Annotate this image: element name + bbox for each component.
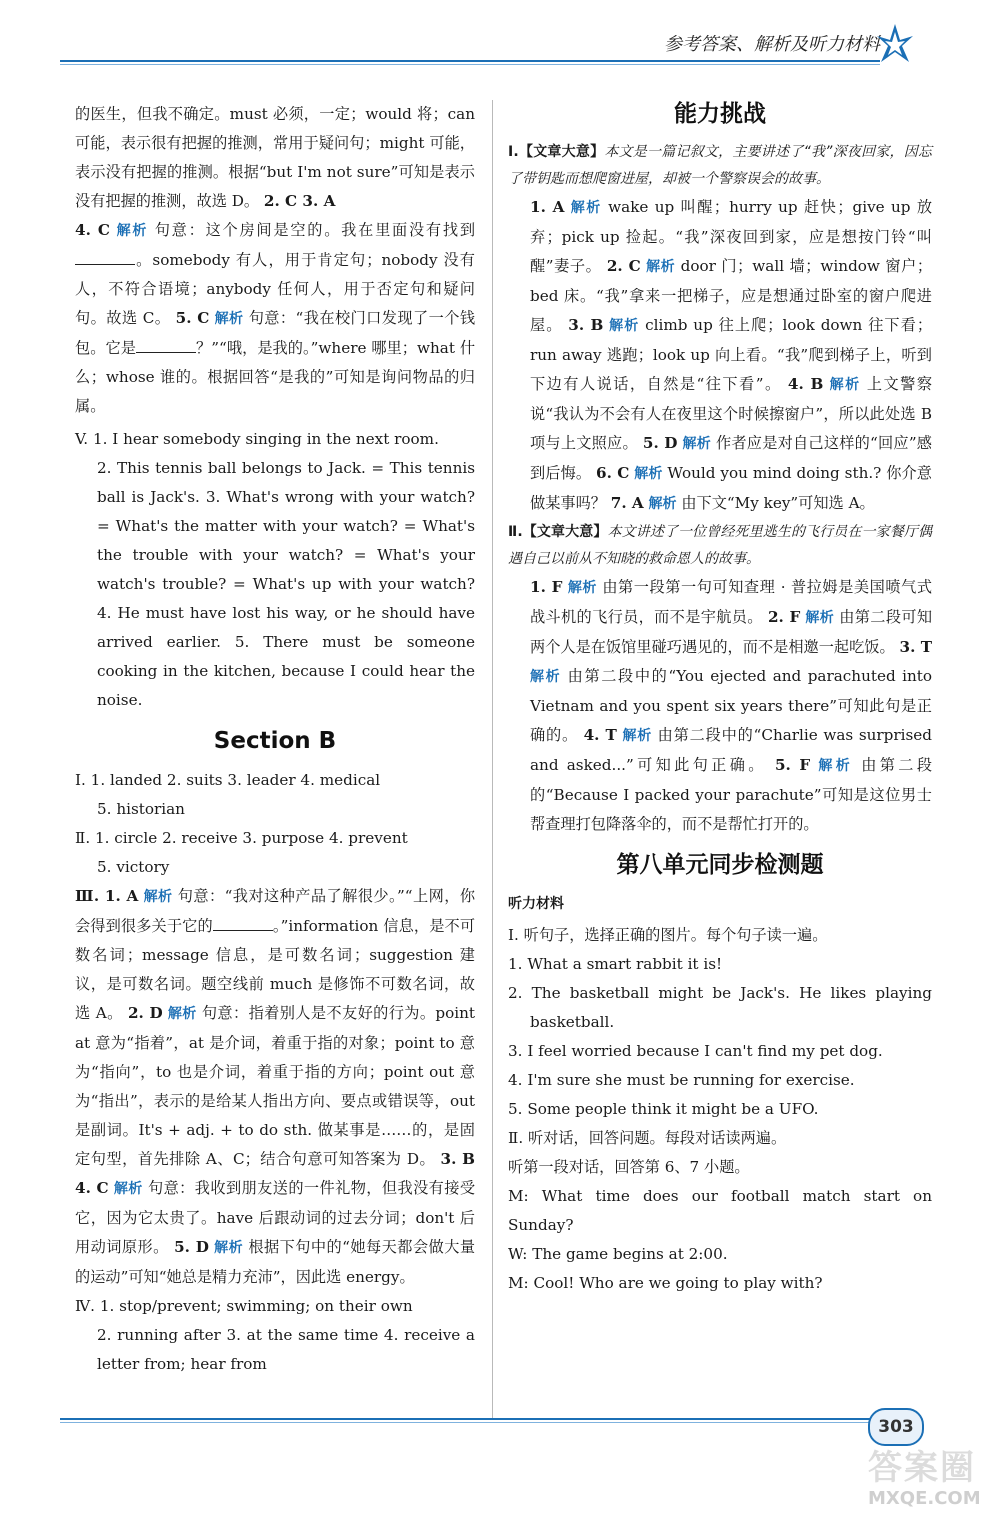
section-iii <box>75 882 475 1292</box>
text: 本文讲述了一位曾经死里逃生的飞行员在一家餐厅偶遇自己以前从不知晓的救命恩人的故事。 <box>508 524 932 567</box>
analysis-label: 解析 <box>214 1240 244 1256</box>
analysis-label: 解析 <box>214 311 244 327</box>
text: 作者应是对自己这样的“回应”感到后悔。 <box>530 434 932 482</box>
analysis-label: 解析 <box>143 889 173 905</box>
analysis-label: 解析 <box>622 728 653 744</box>
text: 句意：我收到朋友送的一件礼物，但我没有接受它，因为它太贵了。have 后跟动词的过去分词；don't 后用动词原形。 <box>75 1179 476 1256</box>
answer-paragraph <box>75 100 475 216</box>
analysis-label: 解析 <box>570 200 602 216</box>
passage-summary-2 <box>508 519 932 573</box>
answer: 5. F <box>774 756 811 774</box>
answer: 3. B <box>568 316 604 334</box>
right-column <box>508 100 932 1298</box>
answer: 4. T <box>583 726 617 744</box>
answer: 4. B <box>787 375 824 393</box>
section-v-1: V. 1. I hear somebody singing in the next room. <box>75 430 439 448</box>
text: 由下文“My key”可知选 A。 <box>681 494 875 512</box>
analysis-label: 解析 <box>113 1181 143 1197</box>
text: 句意：“我对这种产品了解很少。”“上网，你会得到很多关于它的 <box>75 887 476 935</box>
dialogue-line: M: Cool! Who are we going to play with? <box>508 1274 823 1292</box>
listening-title: 听力材料 <box>508 896 564 912</box>
passage-2-answers <box>508 573 932 839</box>
listening-sentence: 5. Some people think it might be a UFO. <box>508 1100 819 1118</box>
listening-sentence: 1. What a smart rabbit it is! <box>508 955 723 973</box>
text: wake up 叫醒；hurry up 赶快；give up 放弃；pick up 捡起。“我”深夜回到家，应是想按门铃“叫醒”妻子。 <box>530 198 933 275</box>
left-column <box>75 100 475 1379</box>
listening-part-ii: Ⅱ. 听对话，回答问题。每段对话读两遍。 <box>508 1129 787 1147</box>
text: 由第二段中的“You ejected and parachuted into Vietnam and you spent six years there”可知此句是正确的。 <box>530 667 932 744</box>
answer: 5. C <box>175 309 210 327</box>
blank-line <box>213 916 273 931</box>
section-i-line2: 5. historian <box>97 800 185 818</box>
unit-test-heading: 第八单元同步检测题 <box>616 852 824 878</box>
answers: 2. C 3. A <box>263 192 336 210</box>
answer: 5. D <box>174 1238 209 1256</box>
answer-paragraph <box>75 216 475 421</box>
text: 。”information 信息，是不可数名词；message 信息，是可数名词；suggestion 建议，是可数名词。题空线前 much 是修饰不可数名词，故选 A。 <box>75 917 476 1022</box>
answer: 4. C <box>75 221 110 239</box>
watermark-url: MXQE.COM <box>868 1488 981 1509</box>
text: 由第一段第一句可知查理 · 普拉姆是美国喷气式战斗机的飞行员，而不是宇航员。 <box>530 578 933 626</box>
book-logo-icon <box>875 22 915 66</box>
analysis-label: 解析 <box>530 669 562 685</box>
text: 根据下句中的“她每天都会做大量的运动”可知“她总是精力充沛”，因此选 energy。 <box>75 1238 476 1286</box>
analysis-label: 解析 <box>682 436 711 452</box>
section-b-heading: Section B <box>213 728 337 754</box>
text: 由第二段中的“Charlie was surprised and asked...”可知此句正确。 <box>530 726 933 774</box>
text: 句意：指着别人是不友好的行为。point at 意为“指着”，at 是介词，着重于指的对象；point to 意为“指向”，to 也是介词，着重于指的方向；point out 意为“指出”，表示的是给某人指出方向、要点或错误等，out 是副词。It's + adj. + to do sth. 做某事是……的，是固定句型，首先排除 A、C；结合句意可知答案为 D。 <box>75 1004 476 1168</box>
answer: Ⅲ. 1. A <box>75 887 139 905</box>
column-divider <box>492 100 493 1420</box>
text: Would you mind doing sth.? 你介意做某事吗？ <box>530 464 932 512</box>
analysis-label: 解析 <box>829 377 861 393</box>
dialogue-line: W: The game begins at 2:00. <box>508 1245 728 1263</box>
analysis-label: 解析 <box>648 496 677 512</box>
answer: 6. C <box>596 464 630 482</box>
answer: 5. D <box>642 434 678 452</box>
watermark-logo: 答案圈 <box>868 1448 976 1488</box>
text: ？”“哦，是我的。”where 哪里；what 什么；whose 谁的。根据回答“是我的”可知是询问物品的归属。 <box>75 339 476 415</box>
blank-line <box>75 250 135 265</box>
analysis-label: 解析 <box>167 1006 197 1022</box>
summary-label: Ⅰ.【文章大意】 <box>508 144 605 160</box>
answer: 2. F <box>767 608 801 626</box>
section-ii-line1: Ⅱ. 1. circle 2. receive 3. purpose 4. prevent <box>75 829 408 847</box>
analysis-label: 解析 <box>116 223 149 239</box>
header-title: 参考答案、解析及听力材料 <box>664 34 880 55</box>
text: 句意：“我在校门口发现了一个钱包。它是 <box>75 309 476 357</box>
section-i-line1: Ⅰ. 1. landed 2. suits 3. leader 4. medical <box>75 771 381 789</box>
page-number: 303 <box>868 1408 924 1446</box>
text: 的医生，但我不确定。must 必须，一定；would 将；can 可能，表示很有把握的推测，常用于疑问句；might 可能，表示没有把握的推测。根据“but I'm not sure”可知是表示没有把握的推测，故选 D。 <box>75 105 475 210</box>
header-rule <box>60 60 880 62</box>
passage-1-answers <box>508 193 932 519</box>
challenge-heading: 能力挑战 <box>674 101 766 127</box>
text: 。somebody 有人，用于肯定句；nobody 没有人，不符合语境；anybody 任何人，用于否定句和疑问句。故选 C。 <box>75 251 475 327</box>
text: 上文警察说“我认为不会有人在夜里这个时候擦窗户”，所以此处选 B 项与上文照应。 <box>530 375 933 452</box>
analysis-label: 解析 <box>805 610 835 626</box>
footer-rule <box>60 1418 880 1420</box>
answer: 2. C <box>606 257 641 275</box>
section-v-2: 2. This tennis ball belongs to Jack. = This tennis ball is Jack's. 3. What's wrong with your watch? = What's the matter with your watch? = What's the trouble with your watch? = What's your watch's trouble? = What's up with your watch? 4. He must have lost his way, or he should have arrived earlier. 5. There must be someone cooking in the kitchen, because I could hear the noise. <box>97 459 475 709</box>
analysis-label: 解析 <box>818 758 854 774</box>
answers: 3. B 4. C <box>75 1150 476 1197</box>
analysis-label: 解析 <box>646 259 676 275</box>
analysis-label: 解析 <box>567 580 597 596</box>
dialogue-line: M: What time does our football match start on Sunday? <box>508 1187 932 1234</box>
passage-summary-1 <box>508 139 932 193</box>
analysis-label: 解析 <box>609 318 640 334</box>
answer: 2. D <box>127 1004 163 1022</box>
section-ii-line2: 5. victory <box>97 858 170 876</box>
section-iv-line2: 2. running after 3. at the same time 4. receive a letter from; hear from <box>97 1326 475 1373</box>
section-iv-line1: Ⅳ. 1. stop/prevent; swimming; on their own <box>75 1297 413 1315</box>
summary-label: Ⅱ.【文章大意】 <box>508 524 608 540</box>
analysis-label: 解析 <box>634 466 663 482</box>
listening-instruction: 听第一段对话，回答第 6、7 小题。 <box>508 1158 750 1176</box>
listening-sentence: 4. I'm sure she must be running for exercise. <box>508 1071 855 1089</box>
text: 由第二段可知两个人是在饭馆里碰巧遇见的，而不是相邀一起吃饭。 <box>530 608 933 656</box>
footer-rule-thin <box>60 1422 880 1423</box>
listening-sentence: 2. The basketball might be Jack's. He likes playing basketball. <box>508 984 932 1031</box>
text: 句意：这个房间是空的。我在里面没有找到 <box>154 221 476 239</box>
text: 本文是一篇记叙文，主要讲述了“我”深夜回家，因忘了带钥匙而想爬窗进屋，却被一个警察误会的故事。 <box>508 144 932 187</box>
answer: 1. F <box>530 578 563 596</box>
answer: 1. A <box>530 198 565 216</box>
answer: 3. T <box>899 638 932 656</box>
listening-sentence: 3. I feel worried because I can't find my pet dog. <box>508 1042 883 1060</box>
text: 由第二段的“Because I packed your parachute”可知是这位男士帮查理打包降落伞的，而不是帮忙打开的。 <box>530 756 933 833</box>
answer: 7. A <box>610 494 644 512</box>
text: climb up 往上爬；look down 往下看；run away 逃跑；look up 向上看。“我”爬到梯子上，听到下边有人说话，自然是“往下看”。 <box>530 316 933 393</box>
header-rule-thin <box>60 64 880 65</box>
text: door 门；wall 墙；window 窗户；bed 床。“我”拿来一把梯子，应是想通过卧室的窗户爬进屋。 <box>530 257 933 334</box>
listening-part-i: Ⅰ. 听句子，选择正确的图片。每个句子读一遍。 <box>508 926 828 944</box>
blank-line <box>136 338 196 353</box>
